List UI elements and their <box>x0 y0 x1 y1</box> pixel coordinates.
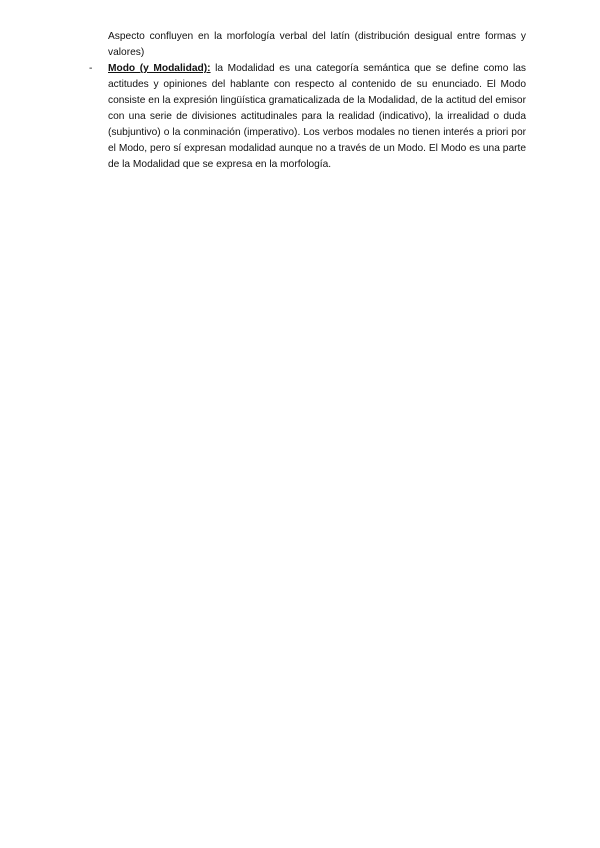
list-bullet: - <box>89 63 93 74</box>
list-item-term: Modo (y Modalidad): <box>108 63 211 74</box>
continuation-paragraph: Aspecto confluyen en la morfología verbal del latín (distribución desigual entre formas y valores) <box>108 31 526 58</box>
list-item-modo <box>108 61 526 173</box>
list-item-body: la Modalidad es una categoría semántica que se define como las actitudes y opiniones del hablante con respecto al contenido de su enunciado. El Modo consiste en la expresión lingüística gramaticalizada de la Modalidad, de la actitud del emisor con una serie de divisiones actitudinales para la realidad (indicativo), la irrealidad o duda (subjuntivo) o la conminación (imperativo). Los verbos modales no tienen interés a priori por el Modo, pero sí expresan modalidad aunque no a través de un Modo. El Modo es una parte de la Modalidad que se expresa en la morfología. <box>108 63 527 170</box>
